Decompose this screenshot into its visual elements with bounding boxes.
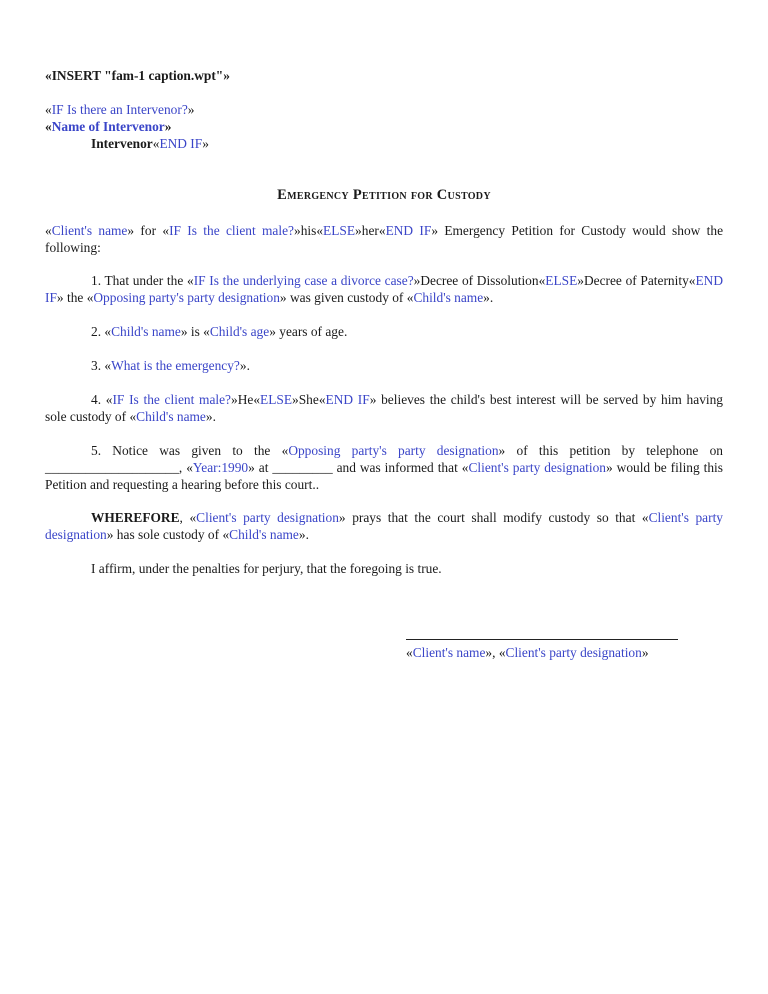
he-text: He xyxy=(237,392,254,407)
insert-caption-line: «INSERT "fam-1 caption.wpt"» xyxy=(45,68,230,83)
else-field[interactable]: ELSE xyxy=(545,273,578,288)
p3-text-num: 3. xyxy=(91,358,105,373)
p5-text-rest: would be filing this Petition and requesting a hearing before this court.. xyxy=(45,460,723,492)
child-name-field[interactable]: Child's name xyxy=(413,290,484,305)
client-party-field[interactable]: Client's party designation xyxy=(45,510,723,542)
signature-sep: , xyxy=(492,645,499,660)
year-field[interactable]: Year:1990 xyxy=(192,460,249,475)
wherefore-text-has: has sole custody of xyxy=(113,527,223,542)
if-male-field[interactable]: IF Is the client male? xyxy=(169,223,294,238)
document-title: Emergency Petition for Custody xyxy=(277,187,491,203)
wherefore-text-comma: , xyxy=(179,510,190,525)
wherefore-text-prays: prays that the court shall modify custody so that xyxy=(345,510,642,525)
paragraph-3: 3. «What is the emergency?». xyxy=(91,358,250,373)
decree-dissolution-text: Decree of Dissolution xyxy=(420,273,539,288)
opposing-party-field[interactable]: Opposing party's party designation xyxy=(288,443,499,458)
client-party-field[interactable]: Client's party designation xyxy=(468,460,606,475)
if-male-field[interactable]: IF Is the client male? xyxy=(112,392,231,407)
child-name-field[interactable]: Child's name xyxy=(111,324,181,339)
if-divorce-field[interactable]: IF Is the underlying case a divorce case? xyxy=(193,273,414,288)
paragraph-5: 5. Notice was given to the «Opposing party's party designation» of this petition by telephone on ____________________, «Year:1990» at _________ and was informed that «Client's party designation» would be filing this Petition and requesting a hearing before this court.. xyxy=(45,443,724,492)
end-if-field[interactable]: END IF xyxy=(45,273,723,305)
signature-line xyxy=(406,639,678,640)
end-if-field[interactable]: END IF xyxy=(159,136,203,151)
client-party-field[interactable]: Client's party designation xyxy=(505,645,642,660)
child-name-field[interactable]: Child's name xyxy=(229,527,299,542)
her-text: her xyxy=(361,223,379,238)
p2-text-num: 2. xyxy=(91,324,105,339)
paragraph-2: 2. «Child's name» is «Child's age» years of age. xyxy=(91,324,348,339)
p4-text-num: 4. xyxy=(91,392,106,407)
wherefore-text-end: . xyxy=(305,527,309,542)
intro-text-rest: Emergency Petition for Custody would show the following: xyxy=(45,223,724,255)
p1-text-end: . xyxy=(489,290,494,305)
signature-block: «Client's name», «Client's party designation» xyxy=(406,645,649,660)
intro-text-for: for xyxy=(134,223,163,238)
p5-text-petition: of this petition by telephone on ____________________, xyxy=(45,443,724,475)
p5-text-num: 5. Notice was given to the xyxy=(91,443,282,458)
child-name-field[interactable]: Child's name xyxy=(136,409,206,424)
decree-paternity-text: Decree of Paternity xyxy=(583,273,689,288)
end-if-field[interactable]: END IF xyxy=(385,223,432,238)
wherefore-paragraph: WHEREFORE, «Client's party designation» prays that the court shall modify custody so that «Client's party designation» has sole custody of «Child's name». xyxy=(45,510,723,542)
p1-text-the: the xyxy=(63,290,87,305)
if-intervenor-line: «IF Is there an Intervenor?» xyxy=(45,102,195,117)
p4-text-rest: believes the child's best interest will be served by him having sole custody of xyxy=(45,392,723,424)
else-field[interactable]: ELSE xyxy=(323,223,356,238)
paragraph-1: 1. That under the «IF Is the underlying case a divorce case?»Decree of Dissolution«ELSE»Decree of Paternity«END IF» the «Opposing party's party designation» was given custody of «Child's name». xyxy=(45,273,723,305)
emergency-field[interactable]: What is the emergency? xyxy=(111,358,240,373)
his-text: his xyxy=(300,223,317,238)
intro-paragraph: «Client's name» for «IF Is the client male?»his«ELSE»her«END IF» Emergency Petition for Custody would show the following: xyxy=(45,223,724,255)
p5-text-at: at _________ and was informed that xyxy=(254,460,462,475)
if-intervenor-field[interactable]: IF Is there an Intervenor? xyxy=(51,102,188,117)
opposing-party-field[interactable]: Opposing party's party designation xyxy=(93,290,280,305)
client-party-field[interactable]: Client's party designation xyxy=(196,510,339,525)
paragraph-4: 4. «IF Is the client male?»He«ELSE»She«END IF» believes the child's best interest will be served by him having sole custody of «Child's name». xyxy=(45,392,723,424)
wherefore-word: WHEREFORE xyxy=(91,510,180,525)
affirmation: I affirm, under the penalties for perjury, that the foregoing is true. xyxy=(91,561,442,576)
end-if-field[interactable]: END IF xyxy=(325,392,370,407)
p2-text-is: is xyxy=(187,324,204,339)
p1-text-num: 1. That under the xyxy=(91,273,187,288)
p3-text-end: . xyxy=(246,358,250,373)
client-name-field[interactable]: Client's name xyxy=(51,223,128,238)
child-age-field[interactable]: Child's age xyxy=(209,324,270,339)
client-name-field[interactable]: Client's name xyxy=(412,645,486,660)
intervenor-name-line: «Name of Intervenor» xyxy=(45,119,172,134)
p2-text-years: years of age. xyxy=(275,324,348,339)
p1-text-given: was given custody of xyxy=(286,290,407,305)
intervenor-label-line: Intervenor«END IF» xyxy=(91,136,209,151)
else-field[interactable]: ELSE xyxy=(260,392,293,407)
she-text: She xyxy=(298,392,319,407)
p4-text-end: . xyxy=(212,409,216,424)
intervenor-label: Intervenor xyxy=(91,136,153,151)
insert-caption-field[interactable]: INSERT "fam-1 caption.wpt" xyxy=(51,68,224,83)
intervenor-name-field[interactable]: Name of Intervenor xyxy=(51,119,165,134)
